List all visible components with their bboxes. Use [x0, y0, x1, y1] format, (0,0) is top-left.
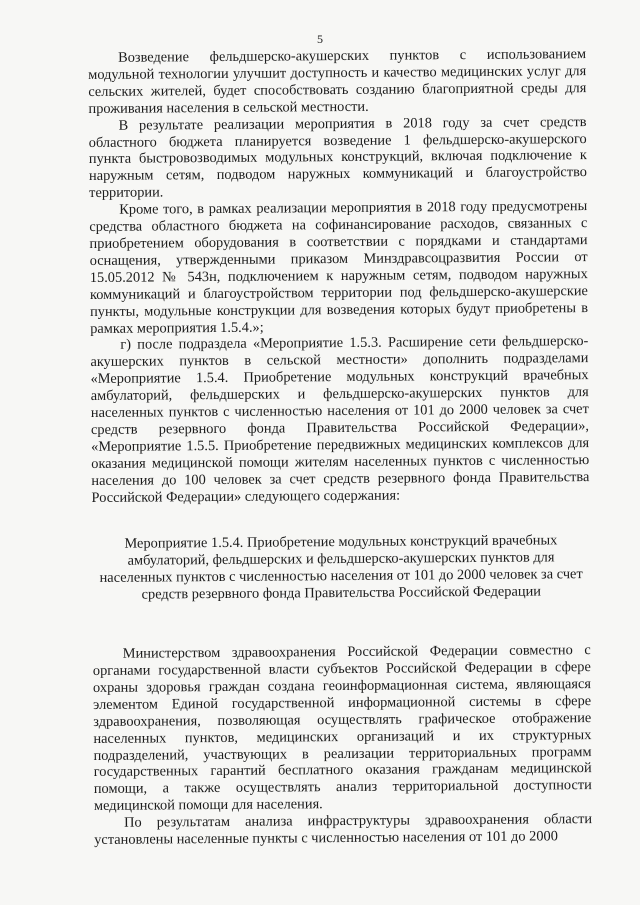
paragraph-fap-modular: Возведение фельдшерско-акушерских пунктов с использованием модульной технологии улучшит доступность и качество медицинских услуг для сельских жителей, будет способствовать созданию благоприятной среды для проживания населения в сельской местности. — [88, 46, 587, 117]
paragraph-cofinancing: Кроме того, в рамках реализации мероприятия в 2018 году предусмотрены средства областного бюджета на софинансирование расходов, связанных с приобретением оборудования в соответствии с порядками и стандартами оснащения, утвержденными приказом Минздравсоцразвития России от 15.05.2012 № 543н, подключением к наружным сетям, подводом наружных коммуникаций и благоустройством территории под фельдшерско-акушерские пункты, модульные конструкции для возведения которых будут приобретены в рамках мероприятия 1.5.4.»; — [89, 198, 589, 337]
paragraph-2018-results: В результате реализации мероприятия в 2018 году за счет средств областного бюджета планируется возведение 1 фельдшерско-акушерского пункта быстровозводимых модульных конструкций, включая подключение к наружным сетям, подводом наружных коммуникаций и благоустройство территории. — [88, 113, 588, 202]
paragraph-analysis-results: По результатам анализа инфраструктуры здравоохранения области установлены населенные пункты с численностью населения от 101 до 2000 — [94, 811, 593, 849]
section-heading: Мероприятие 1.5.4. Приобретение модульных конструкций врачебных амбулаторий, фельдшерских и фельдшерско-акушерских пунктов для населенных пунктов с численностью населения от 101 до 2000 человек за счет средств резервного фонда Правительства Российской Федерации — [99, 532, 583, 603]
paragraph-ministry-gis: Министерством здравоохранения Российской Федерации совместно с органами государственной власти субъектов Российской Федерации в сфере охраны здоровья граждан создана геоинформационная система, являющаяся элементом Единой государственной информационной системы в сфере здравоохранения, позволяющая осуществлять графическое отображение населенных пунктов, медицинских организаций и их структурных подразделений, участвующих в реализации территориальных программ государственных гарантий бесплатного оказания гражданам медицинской помощи, а также осуществлять анализ территориальной доступности медицинской помощи для населения. — [92, 642, 592, 815]
paragraph-amendment-g: г) после подраздела «Мероприятие 1.5.3. Расширение сети фельдшерско-акушерских пунктов в сельской местности» дополнить подразделами «Мероприятие 1.5.4. Приобретение модульных конструкций врачебных амбулаторий, фельдшерских и фельдшерско-акушерских пунктов для населенных пунктов с численностью населения от 101 до 2000 человек за счет средств резервного фонда Правительства Российской Федерации», «Мероприятие 1.5.5. Приобретение передвижных медицинских комплексов для оказания медицинской помощи жителям населенных пунктов с численностью населения до 100 человек за счет средств резервного фонда Правительства Российской Федерации» следующего содержания: — [90, 333, 590, 506]
page-number: 5 — [317, 32, 323, 46]
document-body — [88, 46, 592, 849]
